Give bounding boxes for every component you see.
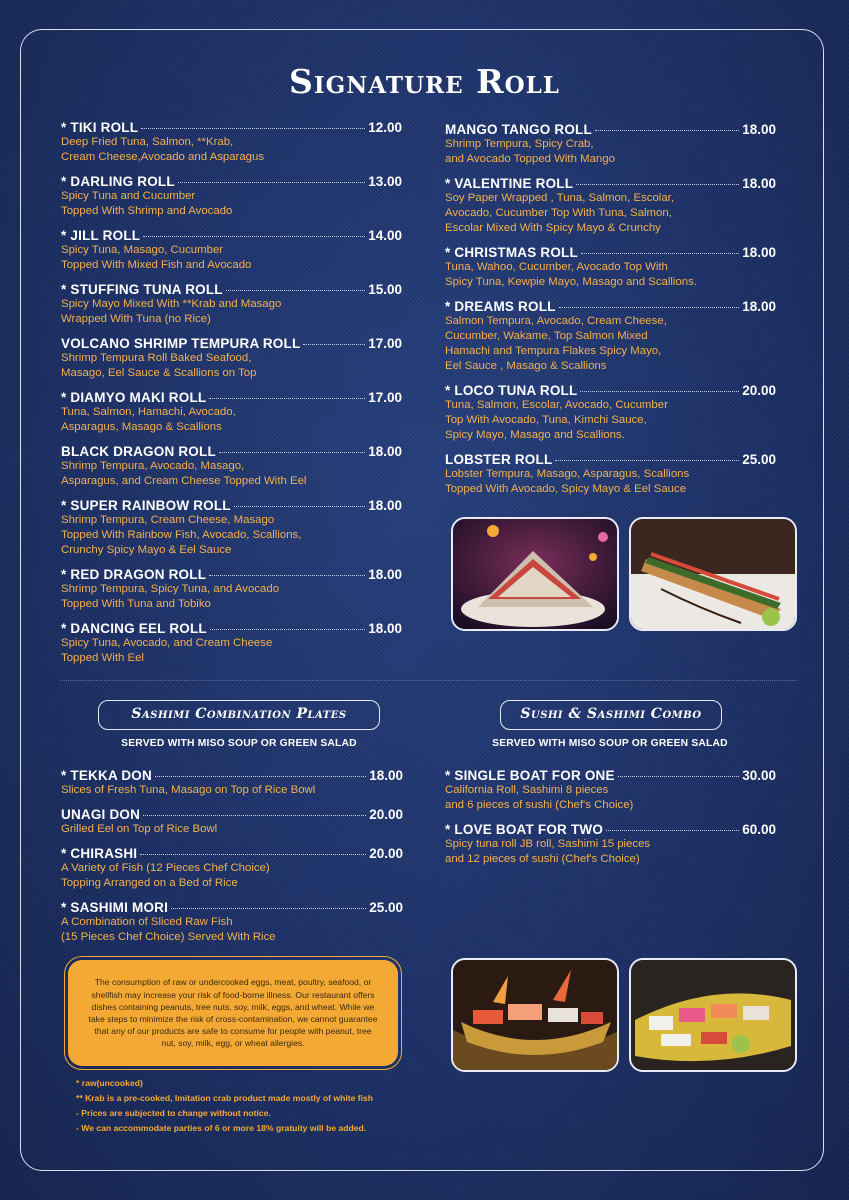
menu-item-description: (15 Pieces Chef Choice) Served With Rice — [61, 931, 276, 943]
menu-item-description: Shrimp Tempura, Spicy Tuna, and Avocado — [61, 583, 280, 595]
menu-item-header — [445, 299, 776, 314]
menu-item-description: Masago, Eel Sauce & Scallions on Top — [61, 367, 257, 379]
menu-item — [445, 176, 776, 236]
menu-item-price: 18.00 — [368, 621, 402, 636]
menu-item-name: * CHIRASHI — [61, 846, 138, 861]
menu-item-price: 20.00 — [369, 807, 403, 822]
dot-leader — [580, 391, 739, 392]
menu-item — [61, 807, 403, 837]
menu-item — [61, 900, 403, 945]
menu-item-price: 12.00 — [368, 120, 402, 135]
menu-item-price: 14.00 — [368, 228, 402, 243]
footnote-line: ** Krab is a pre-cooked, Imitation crab product made mostly of white fish — [76, 1093, 374, 1103]
menu-item-description: Avocado, Cucumber Top With Tuna, Salmon, — [445, 207, 672, 219]
menu-item-description: Spicy tuna roll JB roll, Sashimi 15 pieces — [445, 838, 651, 850]
menu-item-name: BLACK DRAGON ROLL — [61, 444, 216, 459]
menu-item-name: * DARLING ROLL — [61, 174, 175, 189]
menu-item-price: 15.00 — [368, 282, 402, 297]
menu-item — [445, 452, 776, 497]
menu-item-description: California Roll, Sashimi 8 pieces — [445, 784, 609, 796]
menu-item-description: A Combination of Sliced Raw Fish — [61, 916, 233, 928]
dot-leader — [209, 575, 365, 576]
footnote-line: * raw(uncooked) — [76, 1078, 143, 1088]
menu-item-description: Shrimp Tempura Roll Baked Seafood, — [61, 352, 252, 364]
sashimi-section-title: Sashimi Combination Plates — [98, 700, 380, 730]
dot-leader — [171, 908, 366, 909]
menu-item-description: Shrimp Tempura, Spicy Crab, — [445, 138, 594, 150]
menu-item-description: Eel Sauce , Masago & Scallions — [445, 360, 607, 372]
menu-item-description: and 12 pieces of sushi (Chef's Choice) — [445, 853, 640, 865]
dot-leader — [209, 398, 365, 399]
menu-item-price: 18.00 — [368, 498, 402, 513]
menu-item-description: Topping Arranged on a Bed of Rice — [61, 877, 238, 889]
menu-item-price: 18.00 — [742, 176, 776, 191]
menu-item-price: 60.00 — [742, 822, 776, 837]
menu-item — [61, 390, 402, 435]
menu-item — [61, 120, 402, 165]
menu-item-header — [61, 174, 402, 189]
footnote-line: - Prices are subjected to change without notice. — [76, 1108, 271, 1118]
signature-right-column — [445, 122, 776, 506]
menu-item — [61, 444, 402, 489]
section-divider — [60, 680, 797, 681]
menu-item — [61, 498, 402, 558]
menu-item-description: Soy Paper Wrapped , Tuna, Salmon, Escolar, — [445, 192, 674, 204]
menu-item-description: Tuna, Salmon, Hamachi, Avocado, — [61, 406, 236, 418]
menu-item — [61, 846, 403, 891]
footnotes — [76, 1076, 373, 1136]
dot-leader — [606, 830, 739, 831]
menu-item-description: Spicy Tuna and Cucumber — [61, 190, 196, 202]
menu-item-header — [61, 768, 403, 783]
menu-item-header — [445, 822, 776, 837]
menu-item-price: 18.00 — [742, 245, 776, 260]
menu-item-name: * DIAMYO MAKI ROLL — [61, 390, 207, 405]
menu-item-price: 25.00 — [742, 452, 776, 467]
menu-item-header — [445, 245, 776, 260]
menu-item-price: 18.00 — [369, 768, 403, 783]
dot-leader — [618, 776, 739, 777]
menu-item-name: VOLCANO SHRIMP TEMPURA ROLL — [61, 336, 301, 351]
menu-item-name: * SUPER RAINBOW ROLL — [61, 498, 231, 513]
menu-item-description: Topped With Shrimp and Avocado — [61, 205, 233, 217]
menu-item-description: Spicy Mayo Mixed With **Krab and Masago — [61, 298, 282, 310]
combo-section-title: Sushi & Sashimi Combo — [500, 700, 722, 730]
dot-leader — [559, 307, 740, 308]
menu-item-description: Spicy Tuna, Avocado, and Cream Cheese — [61, 637, 273, 649]
menu-item — [61, 282, 402, 327]
menu-item-name: * DREAMS ROLL — [445, 299, 556, 314]
dot-leader — [141, 128, 365, 129]
menu-item-description: Topped With Rainbow Fish, Avocado, Scallions, — [61, 529, 302, 541]
menu-item-description: Lobster Tempura, Masago, Asparagus, Scallions — [445, 468, 690, 480]
menu-item — [61, 336, 402, 381]
menu-item-price: 18.00 — [742, 122, 776, 137]
menu-item-description: Cream Cheese,Avocado and Asparagus — [61, 151, 265, 163]
menu-item-description: Wrapped With Tuna (no Rice) — [61, 313, 211, 325]
menu-item-header — [445, 383, 776, 398]
menu-item-description: Spicy Tuna, Masago, Cucumber — [61, 244, 224, 256]
menu-item — [445, 383, 776, 443]
menu-item-price: 13.00 — [368, 174, 402, 189]
menu-item-description: Spicy Tuna, Kewpie Mayo, Masago and Scallions. — [445, 276, 697, 288]
menu-item-header — [61, 444, 402, 459]
menu-item — [61, 228, 402, 273]
menu-item-description: and 6 pieces of sushi (Chef's Choice) — [445, 799, 634, 811]
boat-photo-2 — [629, 958, 797, 1072]
sashimi-section-subtitle: SERVED WITH MISO SOUP OR GREEN SALAD — [121, 738, 357, 749]
menu-item-description: and Avocado Topped With Mango — [445, 153, 615, 165]
menu-item-price: 18.00 — [368, 567, 402, 582]
menu-item-header — [61, 621, 402, 636]
menu-item-description: Asparagus, Masago & Scallions — [61, 421, 222, 433]
menu-item-name: * SINGLE BOAT FOR ONE — [445, 768, 615, 783]
menu-item-header — [61, 807, 403, 822]
dot-leader — [234, 506, 365, 507]
dot-leader — [595, 130, 739, 131]
menu-item-price: 18.00 — [742, 299, 776, 314]
menu-item — [445, 245, 776, 290]
menu-item-description: Hamachi and Tempura Flakes Spicy Mayo, — [445, 345, 662, 357]
allergy-notice-text: The consumption of raw or undercooked eggs, meat, poultry, seafood, or shellfish may increase your risk of food-borne illness. Our restaurant offers dishes containing peanuts, tree nuts, soy, milk, eggs, and wheat. While we take steps to minimize the risk of cross-contamination, we cannot guarantee that any of our products are safe to consume for people with peanut, tree nut, soy, milk, egg, or wheat allergies. — [88, 977, 378, 1049]
menu-item-description: Slices of Fresh Tuna, Masago on Top of Rice Bowl — [61, 784, 316, 796]
menu-item-header — [61, 228, 402, 243]
menu-item-description: Crunchy Spicy Mayo & Eel Sauce — [61, 544, 232, 556]
menu-item-name: * SASHIMI MORI — [61, 900, 169, 915]
dot-leader — [581, 253, 739, 254]
menu-item — [445, 768, 776, 813]
menu-item-header — [61, 336, 402, 351]
roll-photo-2 — [629, 517, 797, 631]
menu-item-name: MANGO TANGO ROLL — [445, 122, 592, 137]
roll-photo-1 — [451, 517, 619, 631]
menu-item-name: * STUFFING TUNA ROLL — [61, 282, 223, 297]
signature-left-column — [61, 120, 402, 675]
menu-item-name: * TEKKA DON — [61, 768, 152, 783]
boat-photo-1 — [451, 958, 619, 1072]
menu-item-price: 20.00 — [369, 846, 403, 861]
dot-leader — [155, 776, 366, 777]
menu-item-name: UNAGI DON — [61, 807, 141, 822]
menu-item-price: 18.00 — [368, 444, 402, 459]
menu-item-description: A Variety of Fish (12 Pieces Chef Choice) — [61, 862, 270, 874]
menu-item-description: Topped With Tuna and Tobiko — [61, 598, 211, 610]
page-title: Signature Roll — [289, 62, 560, 101]
menu-item-name: LOBSTER ROLL — [445, 452, 553, 467]
menu-item-description: Grilled Eel on Top of Rice Bowl — [61, 823, 218, 835]
dot-leader — [143, 815, 366, 816]
menu-item-name: * DANCING EEL ROLL — [61, 621, 207, 636]
dot-leader — [219, 452, 365, 453]
menu-item-price: 17.00 — [368, 336, 402, 351]
menu-item — [61, 621, 402, 666]
menu-item-description: Spicy Mayo, Masago and Scallions. — [445, 429, 625, 441]
menu-item-description: Cucumber, Wakame, Top Salmon Mixed — [445, 330, 648, 342]
menu-item-name: * VALENTINE ROLL — [445, 176, 574, 191]
menu-item-description: Topped With Eel — [61, 652, 144, 664]
allergy-notice — [68, 960, 398, 1066]
dot-leader — [143, 236, 365, 237]
dot-leader — [178, 182, 365, 183]
menu-item-name: * JILL ROLL — [61, 228, 141, 243]
menu-item-name: * RED DRAGON ROLL — [61, 567, 207, 582]
dot-leader — [555, 460, 739, 461]
dot-leader — [576, 184, 739, 185]
menu-item-description: Deep Fried Tuna, Salmon, **Krab, — [61, 136, 234, 148]
dot-leader — [140, 854, 366, 855]
menu-item-description: Shrimp Tempura, Cream Cheese, Masago — [61, 514, 275, 526]
menu-item-description: Tuna, Wahoo, Cucumber, Avocado Top With — [445, 261, 668, 273]
dot-leader — [210, 629, 365, 630]
menu-item — [61, 174, 402, 219]
dot-leader — [303, 344, 365, 345]
menu-item-price: 20.00 — [742, 383, 776, 398]
menu-item-price: 25.00 — [369, 900, 403, 915]
menu-item — [445, 822, 776, 867]
menu-item-price: 30.00 — [742, 768, 776, 783]
menu-item-header — [61, 498, 402, 513]
menu-item-header — [445, 176, 776, 191]
menu-item-description: Topped With Avocado, Spicy Mayo & Eel Sauce — [445, 483, 687, 495]
menu-item-description: Topped With Mixed Fish and Avocado — [61, 259, 252, 271]
menu-item-name: * LOVE BOAT FOR TWO — [445, 822, 604, 837]
menu-item — [445, 299, 776, 374]
dot-leader — [226, 290, 365, 291]
menu-item-description: Salmon Tempura, Avocado, Cream Cheese, — [445, 315, 667, 327]
menu-item-name: * LOCO TUNA ROLL — [445, 383, 578, 398]
menu-item-description: Asparagus, and Cream Cheese Topped With Eel — [61, 475, 307, 487]
menu-item-header — [445, 122, 776, 137]
menu-item — [61, 768, 403, 798]
menu-item-header — [61, 390, 402, 405]
menu-item-header — [61, 120, 402, 135]
combo-section-subtitle: SERVED WITH MISO SOUP OR GREEN SALAD — [492, 738, 728, 749]
menu-item-header — [445, 452, 776, 467]
combo-column — [445, 768, 776, 876]
menu-item-description: Top With Avocado, Tuna, Kimchi Sauce, — [445, 414, 647, 426]
menu-item-header — [61, 282, 402, 297]
menu-item — [445, 122, 776, 167]
menu-item-header — [61, 900, 403, 915]
footnote-line: - We can accommodate parties of 6 or more 18% gratuity will be added. — [76, 1123, 367, 1133]
menu-item-header — [445, 768, 776, 783]
menu-item-description: Tuna, Salmon, Escolar, Avocado, Cucumber — [445, 399, 668, 411]
menu-item-description: Escolar Mixed With Spicy Mayo & Crunchy — [445, 222, 661, 234]
menu-item-header — [61, 846, 403, 861]
sashimi-column — [61, 768, 403, 954]
menu-item — [61, 567, 402, 612]
menu-item-price: 17.00 — [368, 390, 402, 405]
menu-item-header — [61, 567, 402, 582]
menu-item-name: * TIKI ROLL — [61, 120, 139, 135]
menu-item-description: Shrimp Tempura, Avocado, Masago, — [61, 460, 245, 472]
menu-item-name: * CHRISTMAS ROLL — [445, 245, 578, 260]
